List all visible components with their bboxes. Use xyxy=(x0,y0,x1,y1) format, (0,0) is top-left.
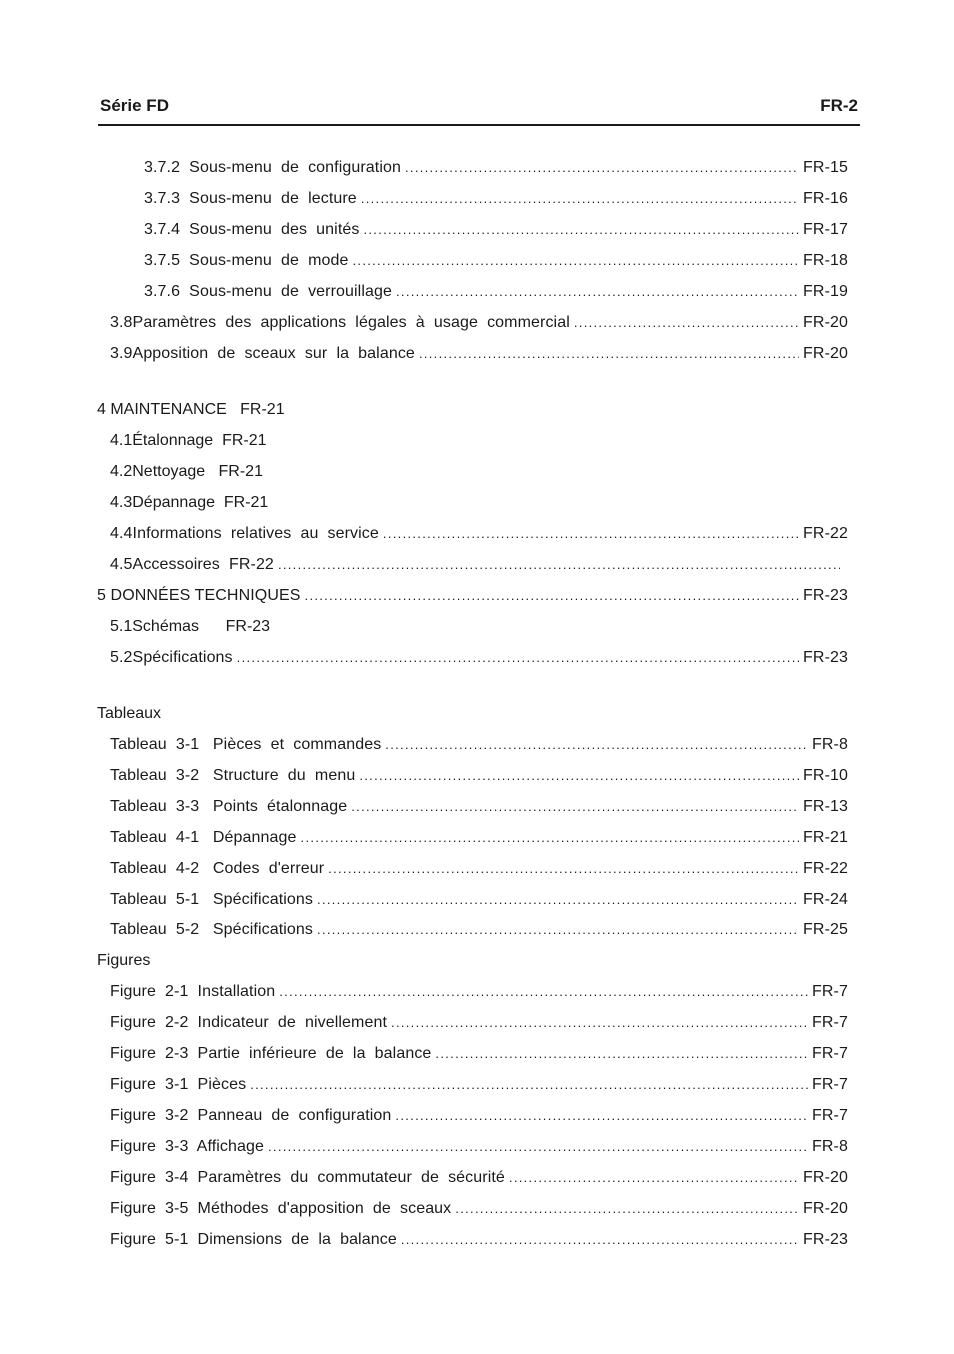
toc-entry-page: FR-10 xyxy=(803,767,848,784)
toc-entry-5-2[interactable] xyxy=(110,646,848,670)
toc-entry-title: Figure 2-3 Partie inférieure de la balance xyxy=(110,1045,432,1062)
toc-entry-3-7-3[interactable] xyxy=(144,187,848,211)
toc-figure-3-4[interactable] xyxy=(110,1166,848,1190)
toc-entry-3-9[interactable] xyxy=(110,342,848,366)
leader-dots xyxy=(278,553,840,577)
leader-dots xyxy=(361,187,799,211)
toc-figure-5-1[interactable] xyxy=(110,1228,848,1252)
toc-figure-3-1[interactable] xyxy=(110,1073,848,1097)
toc-entry-4-3[interactable]: 4.3Dépannage FR-21 xyxy=(110,494,269,511)
toc-entry-page: FR-23 xyxy=(803,649,848,666)
toc-entry-4-2[interactable]: 4.2Nettoyage FR-21 xyxy=(110,463,263,480)
toc-entry-3-8[interactable] xyxy=(110,311,848,335)
toc-entry-4-1[interactable]: 4.1Étalonnage FR-21 xyxy=(110,432,267,449)
toc-entry-title: 3.8Paramètres des applications légales à usage commercial xyxy=(110,314,570,331)
toc-entry-page: FR-20 xyxy=(803,314,848,331)
toc-entry-page: FR-20 xyxy=(803,1169,848,1186)
toc-entry-5[interactable] xyxy=(97,584,848,608)
toc-entry-page: FR-7 xyxy=(812,1045,848,1062)
toc-entry-title: 3.7.2 Sous-menu de configuration xyxy=(144,159,401,176)
series-title: Série FD xyxy=(100,96,169,115)
toc-entry-title: 3.7.5 Sous-menu de mode xyxy=(144,252,349,269)
leader-dots xyxy=(396,280,799,304)
toc-entry-3-7-6[interactable] xyxy=(144,280,848,304)
leader-dots xyxy=(317,888,799,912)
toc-entry-title: Tableau 3-1 Pièces et commandes xyxy=(110,736,382,753)
toc-entry-page: FR-20 xyxy=(803,1200,848,1217)
toc-entry-page: FR-22 xyxy=(803,860,848,877)
toc-entry-title: 5.2Spécifications xyxy=(110,649,233,666)
toc-entry-title: Figure 3-5 Méthodes d'apposition de sceaux xyxy=(110,1200,452,1217)
leader-dots xyxy=(574,311,799,335)
toc-entry-3-7-5[interactable] xyxy=(144,249,848,273)
toc-figure-2-1[interactable] xyxy=(110,980,848,1004)
toc-entry-page: FR-16 xyxy=(803,190,848,207)
leader-dots xyxy=(435,1042,808,1066)
leader-dots xyxy=(353,249,800,273)
toc-entry-title: 5 DONNÉES TECHNIQUES xyxy=(97,587,301,604)
leader-dots xyxy=(250,1073,808,1097)
leader-dots xyxy=(317,918,799,942)
toc-entry-title: Figure 2-1 Installation xyxy=(110,983,276,1000)
toc-entry-title: Figure 3-2 Panneau de configuration xyxy=(110,1107,392,1124)
toc-figure-3-2[interactable] xyxy=(110,1104,848,1128)
toc-entry-3-7-4[interactable] xyxy=(144,218,848,242)
toc-entry-page: FR-8 xyxy=(812,1138,848,1155)
toc-table-5-2[interactable] xyxy=(110,918,848,942)
leader-dots xyxy=(268,1135,808,1159)
toc-entry-page: FR-8 xyxy=(812,736,848,753)
toc-entry-page: FR-19 xyxy=(803,283,848,300)
toc-entry-title: Tableau 3-2 Structure du menu xyxy=(110,767,356,784)
toc-entry-title: Tableau 5-1 Spécifications xyxy=(110,891,314,908)
figures-heading: Figures xyxy=(97,952,151,969)
toc-entry-page: FR-17 xyxy=(803,221,848,238)
toc-figure-3-3[interactable] xyxy=(110,1135,848,1159)
leader-dots xyxy=(237,646,799,670)
toc-entry-title: 4.4Informations relatives au service xyxy=(110,525,379,542)
toc-entry-title: Tableau 4-1 Dépannage xyxy=(110,829,297,846)
toc-entry-title: 3.7.3 Sous-menu de lecture xyxy=(144,190,357,207)
leader-dots xyxy=(405,156,799,180)
toc-entry-title: Figure 3-1 Pièces xyxy=(110,1076,247,1093)
toc-entry-page: FR-23 xyxy=(803,1231,848,1248)
toc-table-4-1[interactable] xyxy=(110,826,848,850)
toc-entry-page: FR-15 xyxy=(803,159,848,176)
toc-entry-3-7-2[interactable] xyxy=(144,156,848,180)
leader-dots xyxy=(351,795,799,819)
leader-dots xyxy=(363,218,799,242)
leader-dots xyxy=(328,857,799,881)
toc-figure-3-5[interactable] xyxy=(110,1197,848,1221)
toc-entry-page: FR-24 xyxy=(803,891,848,908)
toc-figure-2-3[interactable] xyxy=(110,1042,848,1066)
leader-dots xyxy=(455,1197,799,1221)
leader-dots xyxy=(383,522,799,546)
toc-entry-title: 3.9Apposition de sceaux sur la balance xyxy=(110,345,415,362)
toc-entry-page: FR-7 xyxy=(812,1076,848,1093)
toc-entry-title: 4.5Accessoires FR-22 xyxy=(110,556,274,573)
toc-entry-title: Figure 5-1 Dimensions de la balance xyxy=(110,1231,397,1248)
toc-entry-4-5[interactable] xyxy=(110,553,840,577)
toc-entry-title: Figure 2-2 Indicateur de nivellement xyxy=(110,1014,388,1031)
leader-dots xyxy=(385,733,808,757)
toc-entry-page: FR-22 xyxy=(803,525,848,542)
toc-entry-title: Tableau 4-2 Codes d'erreur xyxy=(110,860,325,877)
toc-entry-page: FR-23 xyxy=(803,587,848,604)
toc-entry-5-1[interactable]: 5.1Schémas FR-23 xyxy=(110,618,271,635)
leader-dots xyxy=(391,1011,808,1035)
leader-dots xyxy=(279,980,808,1004)
toc-entry-page: FR-21 xyxy=(803,829,848,846)
leader-dots xyxy=(419,342,799,366)
leader-dots xyxy=(305,584,800,608)
toc-entry-page: FR-20 xyxy=(803,345,848,362)
page-number: FR-2 xyxy=(820,96,858,115)
leader-dots xyxy=(359,764,799,788)
tables-heading: Tableaux xyxy=(97,705,162,722)
toc-entry-title: Figure 3-3 Affichage xyxy=(110,1138,264,1155)
toc-entry-title: Figure 3-4 Paramètres du commutateur de sécurité xyxy=(110,1169,505,1186)
toc-figure-2-2[interactable] xyxy=(110,1011,848,1035)
toc-entry-page: FR-7 xyxy=(812,1014,848,1031)
toc-table-4-2[interactable] xyxy=(110,857,848,881)
toc-entry-4[interactable]: 4 MAINTENANCE FR-21 xyxy=(97,401,285,418)
toc-entry-title: Tableau 3-3 Points étalonnage xyxy=(110,798,348,815)
toc-entry-page: FR-7 xyxy=(812,1107,848,1124)
toc-entry-title: Tableau 5-2 Spécifications xyxy=(110,921,314,938)
toc-entry-page: FR-18 xyxy=(803,252,848,269)
toc-entry-title: 3.7.4 Sous-menu des unités xyxy=(144,221,360,238)
toc-table-3-3[interactable] xyxy=(110,795,848,819)
leader-dots xyxy=(401,1228,799,1252)
toc-entry-title: 3.7.6 Sous-menu de verrouillage xyxy=(144,283,392,300)
toc-entry-page: FR-25 xyxy=(803,921,848,938)
leader-dots xyxy=(395,1104,808,1128)
toc-table-3-1[interactable] xyxy=(110,733,848,757)
toc-entry-page: FR-13 xyxy=(803,798,848,815)
toc-entry-4-4[interactable] xyxy=(110,522,848,546)
toc-table-3-2[interactable] xyxy=(110,764,848,788)
toc-entry-page: FR-7 xyxy=(812,983,848,1000)
toc-table-5-1[interactable] xyxy=(110,888,848,912)
leader-dots xyxy=(509,1166,799,1190)
leader-dots xyxy=(301,826,800,850)
